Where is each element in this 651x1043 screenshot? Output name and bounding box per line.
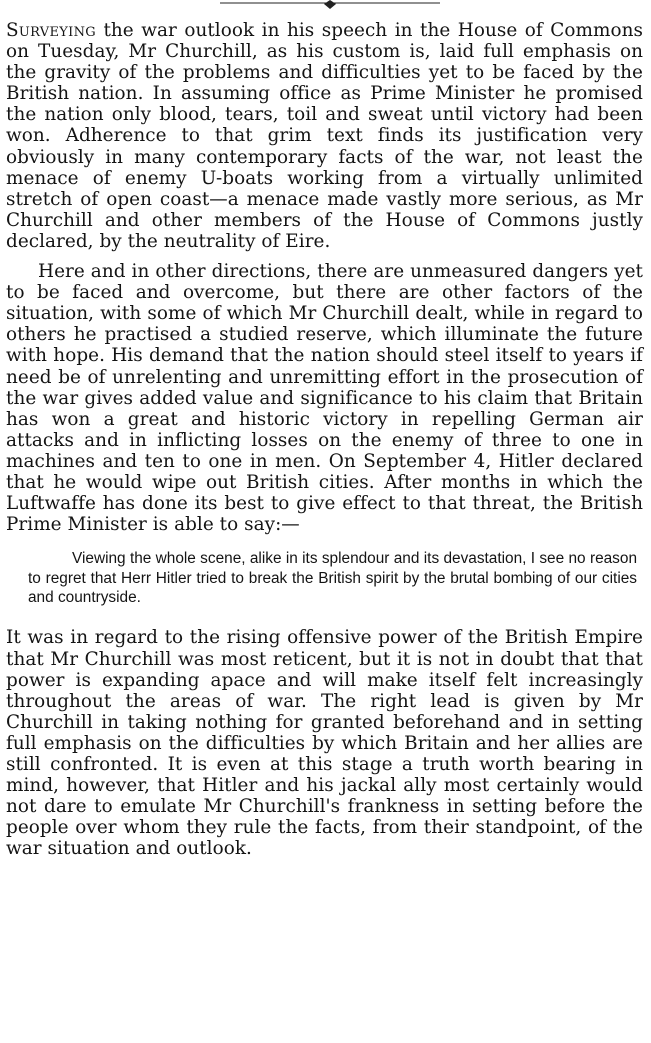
paragraph-3: It was in regard to the rising offensive power of the British Empire that Mr Churchill was most reticent, but it is not in doubt that that power is expanding apace and will make itself felt increasingly throughout the areas of war. The right lead is given by Mr Churchill in taking nothing for granted beforehand and in setting full emphasis on the difficulties by which Britain and her allies are still confronted. It is even at this stage a truth worth bearing in mind, however, that Hitler and his jackal ally most certainly would not dare to emulate Mr Churchill's frankness in setting before the people over whom they rule the facts, from their standpoint, of the war situation and outlook. bbox=[6, 627, 643, 860]
top-ornament-rule bbox=[220, 0, 440, 10]
churchill-quotation: Viewing the whole scene, alike in its splendour and its devastation, I see no reason to regret that Herr Hitler tried to break the British spirit by the brutal bombing of our cities and countryside. bbox=[28, 550, 637, 607]
lead-word: Surveying bbox=[6, 20, 96, 41]
paragraph-1-text: the war outlook in his speech in the House of Commons on Tuesday, Mr Churchill, as his custom is, laid full emphasis on the gravity of the problems and difficulties yet to be faced by the British nation. In assuming office as Prime Minister he promised the nation only blood, tears, toil and sweat until victory had been won. Adherence to that grim text finds its justification very obviously in many contemporary facts of the war, not least the menace of enemy U-boats working from a virtually unlimited stretch of open coast—a menace made vastly more serious, as Mr Churchill and other members of the House of Commons justly declared, by the neutrality of Eire. bbox=[6, 20, 643, 252]
paragraph-2: Here and in other directions, there are unmeasured dangers yet to be faced and overcome, but there are other factors of the situation, with some of which Mr Churchill dealt, while in regard to others he practised a studied reserve, which illuminate the future with hope. His demand that the nation should steel itself to years if need be of unrelenting and unremitting effort in the prosecution of the war gives added value and significance to his claim that Britain has won a great and historic victory in repelling German air attacks and in inflicting losses on the enemy of three to one in machines and ten to one in men. On September 4, Hitler declared that he would wipe out British cities. After months in which the Luftwaffe has done its best to give effect to that threat, the British Prime Minister is able to say:— bbox=[6, 261, 643, 536]
paragraph-1 bbox=[6, 0, 643, 252]
